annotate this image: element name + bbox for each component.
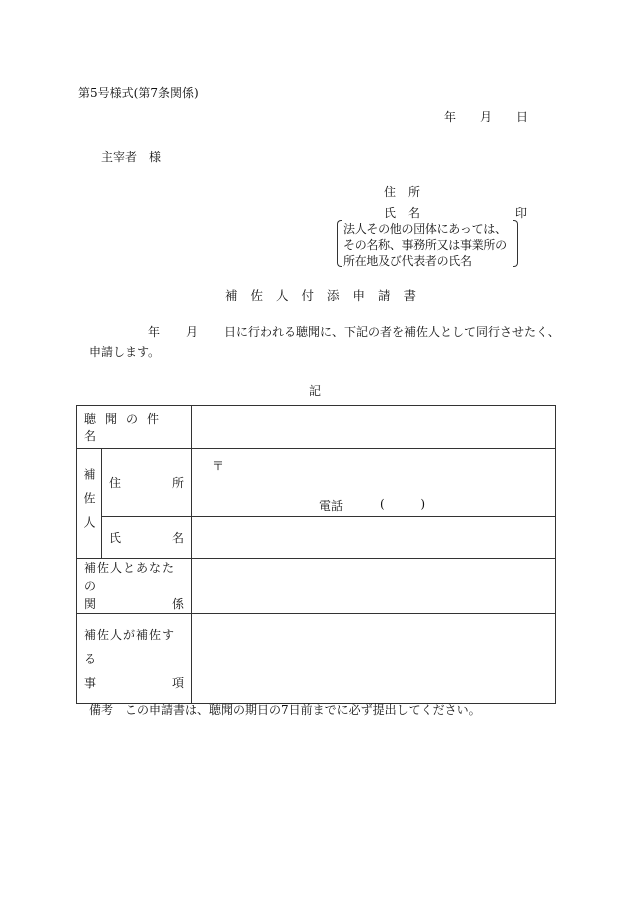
assistant-address-label-cell	[102, 449, 192, 517]
matters-value[interactable]	[192, 614, 556, 704]
assistant-label: 補佐人	[82, 467, 96, 540]
date-line	[444, 111, 528, 123]
addressee: 主宰者 様	[101, 150, 162, 164]
applicant-name-label: 氏名	[384, 206, 433, 220]
matters-label-line1: 補佐人が補佐する	[84, 627, 176, 666]
assistant-name-label	[102, 529, 191, 546]
phone-label: 電話	[319, 499, 344, 513]
address-char-2: 所	[172, 476, 185, 490]
assistant-label-cell	[77, 449, 102, 559]
remark: 備考 この申請書は、聴聞の期日の7日前までに必ず提出してください。	[89, 703, 481, 717]
form-number: 第5号様式(第7条関係)	[78, 86, 199, 100]
body-line-2: 申請します。	[89, 345, 161, 359]
matters-char-2: 項	[172, 675, 185, 690]
assistant-address-value[interactable]	[192, 449, 556, 517]
paren-close: )	[420, 497, 426, 511]
date-day: 日	[516, 110, 529, 124]
matters-label-cell	[77, 614, 192, 704]
relation-label-line1: 補佐人とあなたの	[84, 561, 176, 593]
postal-mark: 〒	[212, 459, 225, 473]
relation-value[interactable]	[192, 559, 556, 614]
hearing-subject-label	[77, 410, 191, 444]
matters-char-1: 事	[84, 675, 97, 690]
body-rest: 日に行われる聴聞に、下記の者を補佐人として同行させたく、	[224, 325, 560, 339]
name-char-1: 氏	[109, 531, 122, 545]
relation-label-cell	[77, 559, 192, 614]
seal-mark: 印	[514, 206, 527, 220]
right-bracket	[513, 220, 518, 267]
matters-label	[77, 623, 191, 695]
left-bracket	[337, 220, 342, 267]
relation-label	[77, 559, 191, 613]
hearing-subject-label-text: 聴聞の件名	[84, 412, 169, 443]
paren-open: (	[380, 497, 385, 511]
assistant-address-label	[102, 474, 191, 491]
body-year: 年	[148, 325, 161, 339]
address-char-1: 住	[109, 476, 122, 490]
applicant-address-label: 住所	[384, 185, 433, 199]
phone-parentheses	[380, 497, 425, 511]
matters-label-line2	[84, 671, 184, 695]
hearing-subject-label-cell	[77, 406, 192, 449]
relation-char-1: 関	[84, 597, 97, 611]
relation-label-line2	[84, 595, 184, 613]
document-title: 補佐人付添申請書	[225, 288, 430, 303]
body-line-1	[148, 326, 560, 338]
name-char-2: 名	[172, 531, 185, 545]
hearing-subject-value[interactable]	[192, 406, 556, 449]
date-month: 月	[480, 110, 493, 124]
assistant-name-value[interactable]	[192, 517, 556, 559]
assistant-name-label-cell	[102, 517, 192, 559]
ki-heading: 記	[309, 384, 322, 398]
corporation-note	[337, 220, 518, 267]
applicant-name-row	[384, 207, 527, 219]
date-year: 年	[444, 110, 457, 124]
body-month: 月	[186, 325, 199, 339]
corporation-note-text: 法人その他の団体にあっては、その名称、事務所又は事業所の所在地及び代表者の氏名	[343, 222, 507, 268]
application-table	[76, 405, 556, 704]
relation-char-2: 係	[172, 597, 185, 611]
